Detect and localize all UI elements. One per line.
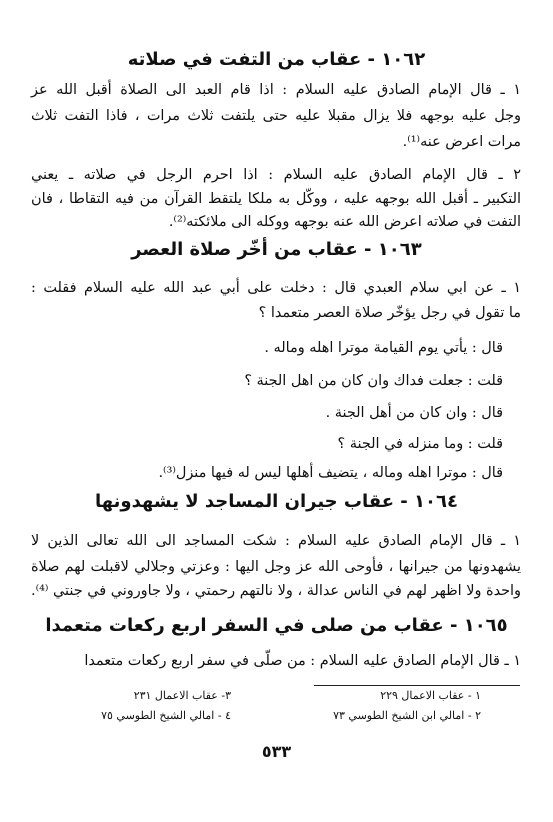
footnote-2: ٢ - امالي ابن الشيخ الطوسي ٧٣ — [333, 709, 481, 722]
dialogue-line: قلت : جعلت فداك وان كان من اهل الجنة ؟ — [244, 373, 503, 389]
text-line: ٢ ـ قال الإمام الصادق عليه السلام : اذا احرم الرجل في صلاته ـ يعني — [31, 167, 521, 183]
text-line: التكبير ـ أقبل الله بوجهه عليه ، ووكّل به ملكا يلتقط القرآن من فيه التقاطا ، فان — [31, 191, 521, 207]
footnote-4: ٤ - امالي الشيخ الطوسي ٧٥ — [101, 709, 231, 722]
dialogue-line: قال : وان كان من أهل الجنة . — [325, 405, 503, 421]
text-line: يشهدونها من جيرانها ، فأوحى الله عز وجل اليها : وعزتي وجلالي لاقبلت لهم صلاة — [31, 559, 521, 575]
text-line: مرات اعرض عنه⁽¹⁾. — [402, 134, 521, 150]
section-title-1065: ١٠٦٥ - عقاب من صلى في السفر اربع ركعات متعمدا — [45, 615, 508, 636]
footnote-divider — [314, 685, 520, 686]
section-title-1062: ١٠٦٢ - عقاب من التفت في صلاته — [127, 49, 426, 70]
dialogue-line: قلت : وما منزله في الجنة ؟ — [337, 436, 503, 452]
footnote-3: ٣- عقاب الاعمال ٢٣١ — [133, 689, 231, 702]
section-title-1064: ١٠٦٤ - عقاب جيران المساجد لا يشهدونها — [95, 491, 458, 512]
text-line: ما تقول في رجل يؤخّر صلاة العصر متعمدا ؟ — [258, 305, 521, 321]
page-number: ٥٣٣ — [261, 742, 292, 761]
dialogue-line: قال : يأتي يوم القيامة موترا اهله وماله . — [264, 340, 503, 356]
text-line: ١ ـ عن ابي سلام العبدي قال : دخلت على أبي عبد الله عليه السلام فقلت : — [31, 280, 521, 296]
section-title-1063: ١٠٦٣ - عقاب من أخّر صلاة العصر — [131, 239, 422, 260]
text-line: ١ ـ قال الإمام الصادق عليه السلام : من صلّى في سفر اربع ركعات متعمدا — [84, 653, 521, 669]
text-line: وجل عليه بوجهه فلا يزال مقبلا عليه حتى يلتفت ثلاث مرات ، فاذا التفت ثلاث — [31, 108, 521, 124]
text-line: ١ ـ قال الإمام الصادق عليه السلام : اذا قام العبد الى الصلاة أقبل الله عز — [31, 82, 521, 98]
footnote-1: ١ - عقاب الاعمال ٢٢٩ — [380, 689, 481, 702]
text-line: التفت في صلاته اعرض الله عنه بوجهه ووكله الى ملائكته⁽²⁾. — [168, 214, 521, 230]
text-line: ١ ـ قال الإمام الصادق عليه السلام : شكت المساجد الى الله تعالى الذين لا — [31, 533, 521, 549]
text-line: واحدة ولا اظهر لهم في الناس عدالة ، ولا نالتهم رحمتي ، ولا جاوروني في جنتي ⁽⁴⁾. — [31, 583, 521, 599]
dialogue-line: قال : موترا اهله وماله ، يتضيف أهلها ليس له فيها منزل⁽³⁾. — [158, 465, 503, 481]
